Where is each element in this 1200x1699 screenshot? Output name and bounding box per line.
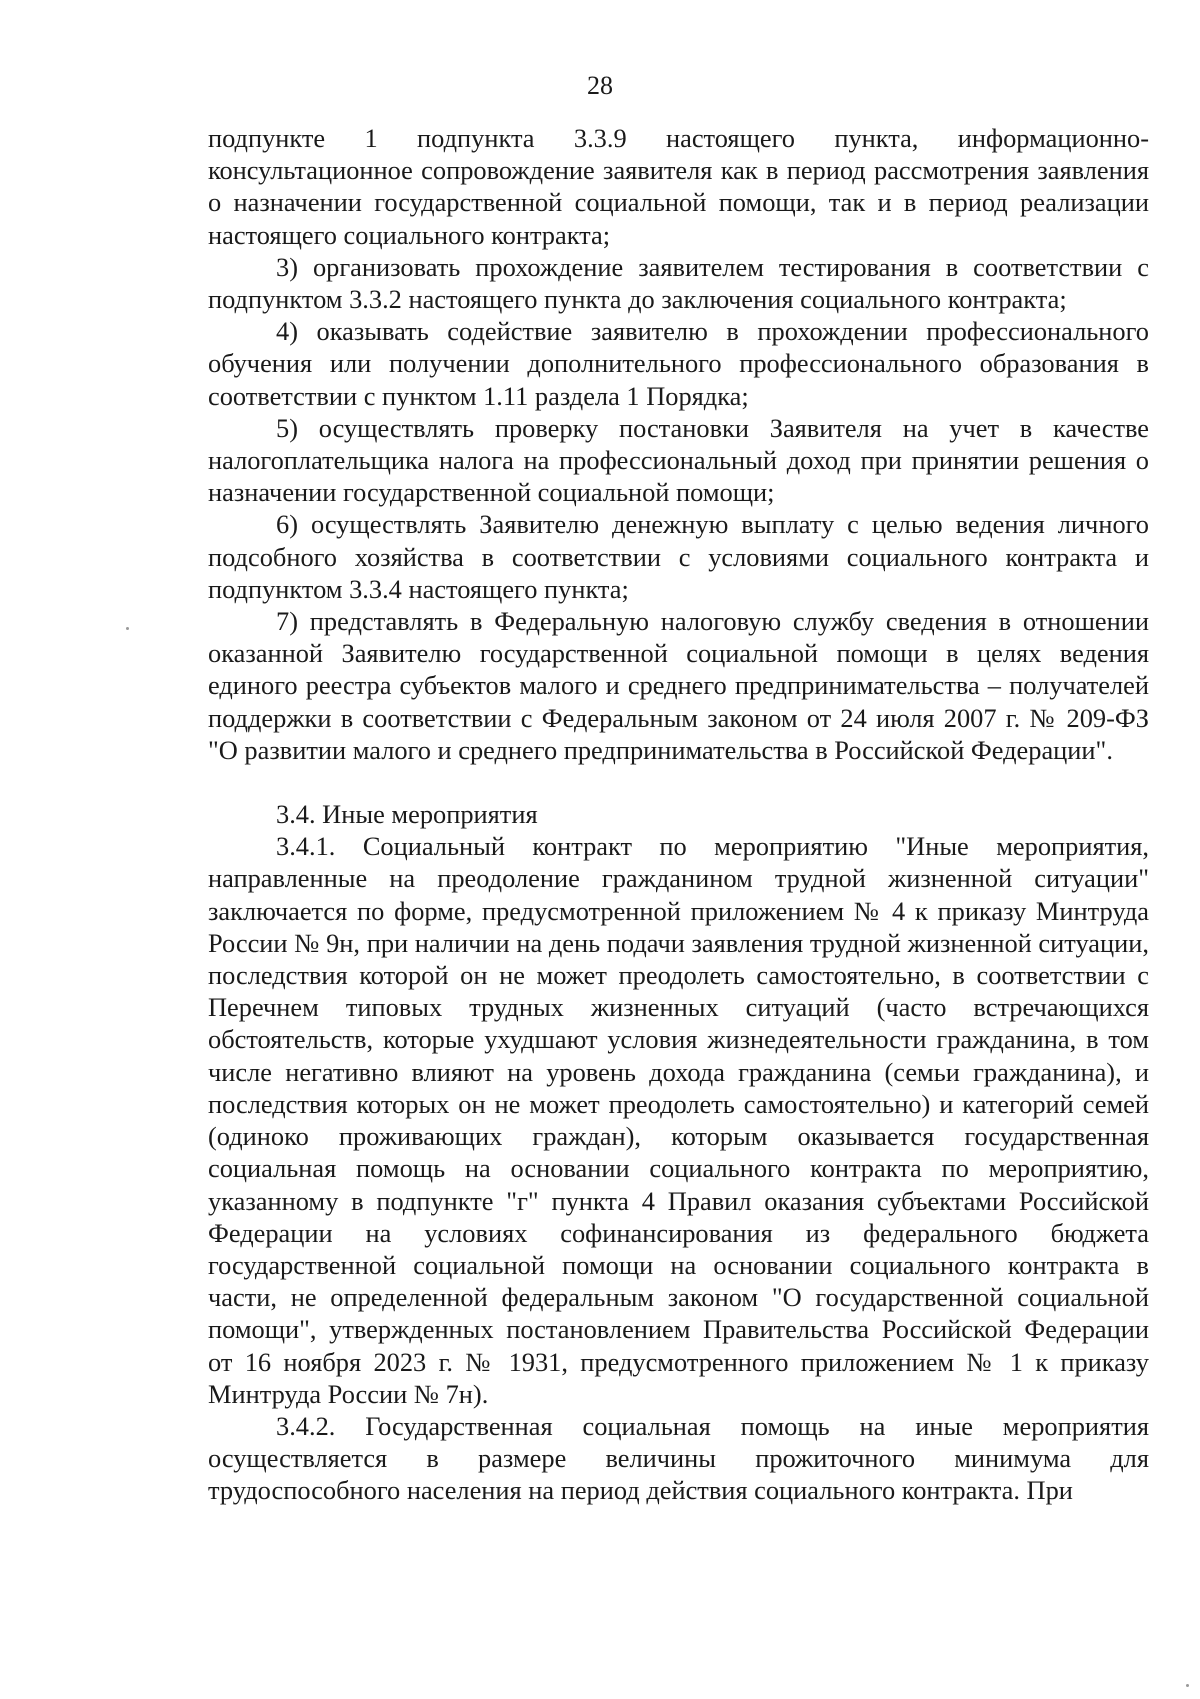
page-number: 28	[587, 71, 613, 100]
paragraph-item-4: 4) оказывать содействие заявителю в прохождении профессионального обучения или получении дополнительного профессионального образования в соответствии с пунктом 1.11 раздела 1 Порядка;	[208, 316, 1149, 411]
scan-speck	[1186, 1684, 1189, 1687]
scan-speck	[126, 627, 129, 630]
document-body	[208, 122, 1149, 1507]
paragraph-item-5: 5) осуществлять проверку постановки Заявителя на учет в качестве налогоплательщика налога на профессиональный доход при принятии решения о назначении государственной социальной помощи;	[208, 412, 1149, 508]
section-heading: 3.4. Иные мероприятия	[276, 799, 538, 830]
paragraph-continuation: подпункте 1 подпункта 3.3.9 настоящего пункта, информационно-консультационное сопровождение заявителя как в период рассмотрения заявления о назначении государственной социальной помощи, так и в период реализации настоящего социального контракта;	[208, 123, 1149, 250]
paragraph-item-7: 7) представлять в Федеральную налоговую службу сведения в отношении оказанной Заявителю государственной социальной помощи в целях ведения единого реестра субъектов малого и среднего предпринимательства – получателей поддержки в соответствии с Федеральным законом от 24 июля 2007 г. № 209-ФЗ "О развитии малого и среднего предпринимательства в Российской Федерации".	[208, 606, 1149, 765]
paragraph-3-4-2: 3.4.2. Государственная социальная помощь на иные мероприятия осуществляется в размере величины прожиточного минимума для трудоспособного населения на период действия социального контракта. При	[208, 1410, 1149, 1506]
paragraph-3-4-1: 3.4.1. Социальный контракт по мероприятию "Иные мероприятия, направленные на преодоление гражданином трудной жизненной ситуации" заключается по форме, предусмотренной приложением № 4 к приказу Минтруда России № 9н, при наличии на день подачи заявления трудной жизненной ситуации, последствия которой он не может преодолеть самостоятельно, в соответствии с Перечнем типовых трудных жизненных ситуаций (часто встречающихся обстоятельств, которые ухудшают условия жизнедеятельности гражданина, в том числе негативно влияют на уровень дохода гражданина (семьи гражданина), и последствия которых он не может преодолеть самостоятельно) и категорий семей (одиноко проживающих граждан), которым оказывается государственная социальная помощь на основании социального контракта по мероприятию, указанному в подпункте "г" пункта 4 Правил оказания субъектами Российской Федерации на условиях софинансирования из федерального бюджета государственной социальной помощи на основании социального контракта в части, не определенной федеральным законом "О государственной социальной помощи", утвержденных постановлением Правительства Российской Федерации от 16 ноября 2023 г. № 1931, предусмотренного приложением № 1 к приказу Минтруда России № 7н).	[208, 831, 1149, 1409]
paragraph-item-6: 6) осуществлять Заявителю денежную выплату с целью ведения личного подсобного хозяйства в соответствии с условиями социального контракта и подпунктом 3.3.4 настоящего пункта;	[208, 509, 1149, 604]
paragraph-item-3: 3) организовать прохождение заявителем тестирования в соответствии с подпунктом 3.3.2 настоящего пункта до заключения социального контракта;	[208, 251, 1149, 315]
